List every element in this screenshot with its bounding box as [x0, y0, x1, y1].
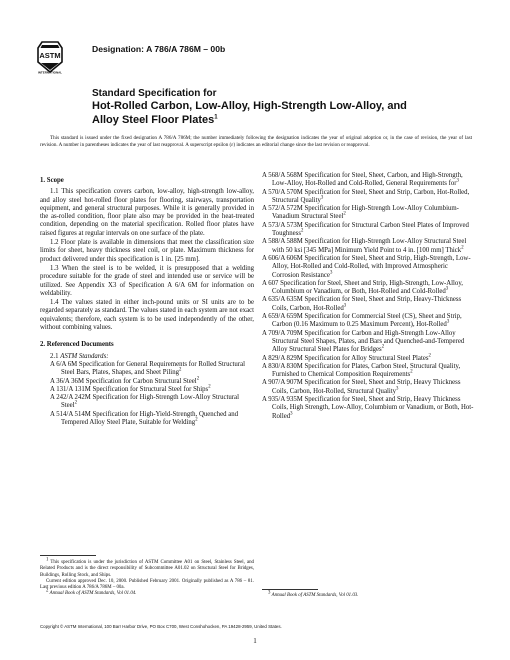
ref-item: A 570/A 570M Specification for Steel, Sheet and Strip, Carbon, Hot-Rolled, Structural Quality$^3$	[262, 188, 470, 204]
ref-item: A 907/A 907M Specification for Steel, Sheet and Strip, Heavy Thickness Coils, Carbon, Hot-Rolled, Structural Quality$^3$	[262, 379, 461, 395]
ref-item: A 829/A 829M Specification for Alloy Structural Steel Plates$^2$	[262, 353, 431, 362]
astm-standards-text: ASTM Standards:	[60, 352, 109, 360]
ref-item: A 131/A 131M Specification for Structural Steel for Ships$^2$	[50, 384, 211, 393]
page-number: 1	[253, 637, 257, 645]
ref-item: A 36/A 36M Specification for Carbon Structural Steel$^2$	[50, 376, 200, 385]
logo-subtext: INTERNATIONAL	[37, 70, 63, 74]
footnote-1-edition: Current edition approved Dec. 10, 2000. Published February 2001. Originally published as A 786 – 81. Last previous edition A 786/A 786M – 00a.	[40, 578, 254, 591]
scope-heading: 1. Scope	[40, 177, 64, 184]
issue-note: This standard is issued under the fixed designation A 786/A 786M; the number immediately following the designation indicates the year of original adoption or, in the case of revision, the year of last revision. A number in parentheses indicates the year of last reapproval. A superscript epsilon (ε) indicates an editorial change since the last revision or reapproval.	[40, 135, 472, 148]
scope-1-4: 1.4 The values stated in either inch-pound units or SI units are to be regarded separately as standard. The values stated in each system are not exact equivalents; therefore, each system is to be used independently of the other, without combining values.	[40, 299, 254, 332]
left-column	[40, 177, 254, 427]
ref-item: A 514/A 514M Specification for High-Yield-Strength, Quenched and Tempered Alloy Steel Plate, Suitable for Welding$^2$	[50, 410, 239, 427]
title-line-2: Hot-Rolled Carbon, Low-Alloy, High-Strength Low-Alloy, and	[92, 100, 407, 112]
ref-item: A 242/A 242M Specification for High-Strength Low-Alloy Structural Steel$^2$	[50, 394, 239, 410]
logo-text: ASTM	[39, 51, 61, 60]
footnote-rule-left	[40, 555, 96, 556]
astm-logo	[36, 40, 64, 74]
astm-standards-label	[40, 353, 254, 361]
ref-item: A 588/A 588M Specification for High-Strength Low-Alloy Structural Steel with 50 ksi [345 MPa] Minimum Yield Point to 4 in. [100 mm] Thick$^2$	[262, 238, 467, 254]
ref-item: A 572/A 572M Specification for High-Strength Low-Alloy Columbium-Vanadium Structural Steel$^2$	[262, 205, 459, 221]
astm-standards-number: 2.1	[50, 352, 59, 360]
ref-item: A 709/A 709M Specification for Carbon and High-Strength Low-Alloy Structural Steel Shapes, Plates, and Bars and Quenched-and-Tempered Alloy Structural Steel Plates for Bridges$^2$	[262, 329, 465, 354]
ref-list-left	[40, 361, 254, 427]
ref-item: A 606/A 606M Specification for Steel, Sheet and Strip, High-Strength, Low-Alloy, Hot-Rolled and Cold-Rolled, with Improved Atmospheric Corrosion Resistance$^3$	[262, 254, 471, 279]
title-line-1: Standard Specification for	[92, 88, 217, 99]
footnote-3: $^3$ Annual Book of ASTM Standards, Vol 01.03.	[268, 590, 359, 598]
scope-1-2: 1.2 Floor plate is available in dimensions that meet the classification size limits for sheet, heavy thickness steel coil, or plate. Maximum thickness for product delivered under this specification is 1 in. [25 mm].	[40, 239, 254, 263]
title-line-3	[92, 114, 472, 128]
title-footnote-mark: 1	[214, 113, 218, 120]
scope-1-3: 1.3 When the steel is to be welded, it is presupposed that a welding procedure suitable for the grade of steel and intended use or service will be utilized. See Appendix X3 of Specification A 6/A 6M for information on weldability.	[40, 264, 254, 297]
footnote-1: $^1$ This specification is under the jurisdiction of ASTM Committee A01 on Steel, Stainless Steel, and Related Products and is the direct responsibility of Subcommittee A01.02 on Structural Steel for Bridges, Buildings, Rolling Stock, and Ships.	[40, 557, 254, 578]
footnote-2: $^2$ Annual Book of ASTM Standards, Vol 01.04.	[46, 588, 137, 597]
title-line-3-text: Alloy Steel Floor Plates	[92, 113, 215, 126]
ref-item: A 6/A 6M Specification for General Requirements for Rolled Structural Steel Bars, Plates, Shapes, and Sheet Piling$^2$	[50, 360, 245, 377]
ref-item: A 659/A 659M Specification for Commercial Steel (CS), Sheet and Strip, Carbon (0.16 Maximum to 0.25 Maximum Percent), Hot-Rolled$^3$	[262, 313, 462, 329]
referenced-docs-heading: 2. Referenced Documents	[40, 341, 114, 349]
copyright-line: Copyright © ASTM International, 100 Barr Harbor Drive, PO Box C700, West Conshohocken, PA 19428-2959, United States.	[40, 624, 282, 629]
ref-item: A 568/A 568M Specification for Steel, Sheet, Carbon, and High-Strength, Low-Alloy, Hot-Rolled and Cold-Rolled, General Requirements for$^3$	[262, 172, 463, 188]
ref-item: A 830/A 830M Specification for Plates, Carbon Steel, Structural Quality, Furnished to Chemical Composition Requirements$^2$	[262, 362, 461, 379]
ref-item: A 935/A 935M Specification for Steel, Sheet and Strip, Heavy Thickness Coils, High Strength, Low-Alloy, Columbium or Vanadium, or Both, Hot-Rolled$^3$	[262, 396, 474, 420]
ref-item: A 607 Specification for Steel, Sheet and Strip, High-Strength, Low-Alloy, Columbium or Vanadium, or Both, Hot-Rolled and Cold-Rolled$^3$	[262, 279, 463, 296]
footnotes-right	[262, 590, 474, 599]
right-column	[262, 172, 474, 421]
ref-item: A 635/A 635M Specification for Steel, Sheet and Strip, Heavy-Thickness Coils, Carbon, Hot-Rolled$^3$	[262, 296, 462, 312]
document-title	[92, 88, 472, 127]
designation: Designation: A 786/A 786M – 00b	[92, 44, 226, 54]
footnotes-left	[40, 557, 254, 598]
scope-1-1: 1.1 This specification covers carbon, low-alloy, high-strength low-alloy, and alloy steel hot-rolled floor plates for flooring, stairways, transportation equipment, and general structural purposes. While it is generally provided in the as-rolled condition, floor plate also may be provided in the heat-treated condition, depending on the material specification. Rolled floor plates have raised figures at regular intervals on one surface of the plate.	[40, 188, 254, 237]
ref-item: A 573/A 573M Specification for Structural Carbon Steel Plates of Improved Toughness$^2$	[262, 221, 469, 238]
